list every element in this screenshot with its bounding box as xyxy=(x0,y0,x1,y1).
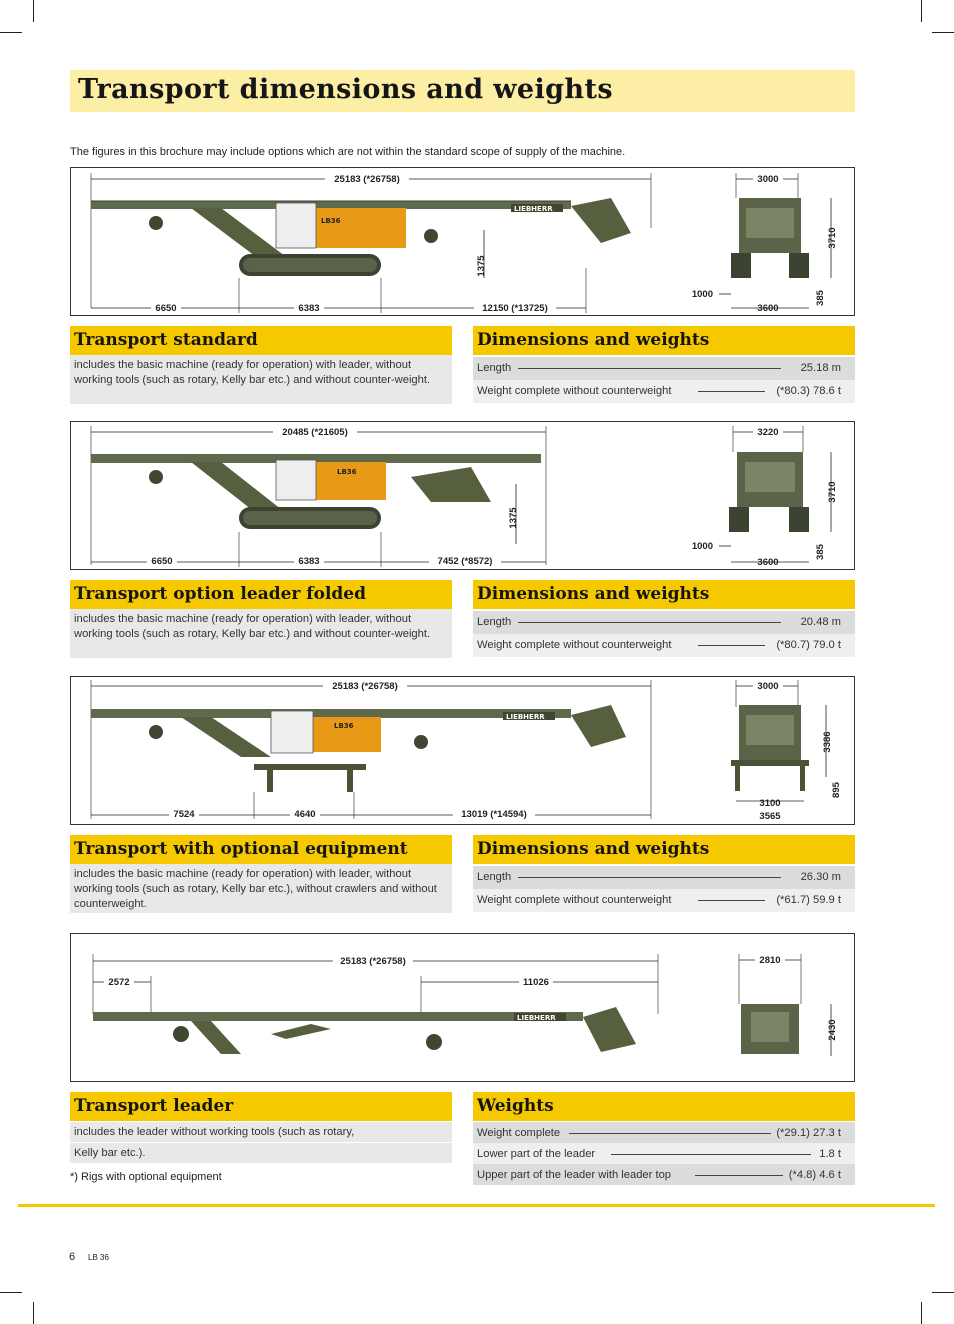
drawing-optional-equipment xyxy=(70,676,855,825)
spec-row-length: Length 26.30 m xyxy=(473,866,855,889)
spec-heading: Dimensions and weights xyxy=(473,580,855,609)
footnote: *) Rigs with optional equipment xyxy=(70,1171,222,1183)
page-number: 6 xyxy=(69,1251,76,1263)
cab-label: LB36 xyxy=(337,468,357,476)
dim-base: 385 xyxy=(815,544,826,560)
dim-height: 3710 xyxy=(827,481,838,503)
model-label: LB 36 xyxy=(88,1253,109,1262)
dim-leader-right: 11026 xyxy=(523,977,549,988)
dim-height: 3386 xyxy=(822,731,833,753)
page-title: Transport dimensions and weights xyxy=(78,74,613,105)
crop-mark xyxy=(0,32,22,33)
spec-heading: Dimensions and weights xyxy=(473,326,855,355)
section-heading-leader-folded: Transport option leader folded xyxy=(70,580,452,609)
spec-heading: Weights xyxy=(473,1092,855,1121)
dim-a: 6650 xyxy=(151,556,173,567)
section-heading-transport-leader: Transport leader xyxy=(70,1092,452,1121)
dim-ground: 1000 xyxy=(691,541,713,552)
crop-mark xyxy=(921,1302,922,1324)
drawing-transport-leader xyxy=(70,933,855,1082)
title-band xyxy=(70,70,855,112)
side-view-illustration xyxy=(71,677,856,826)
cab-label: LB36 xyxy=(334,722,354,730)
crop-mark xyxy=(921,0,922,22)
dim-b: 6383 xyxy=(298,556,320,567)
dim-base: 895 xyxy=(831,782,842,798)
dim-overall-length: 20485 (*21605) xyxy=(282,427,348,438)
spec-row-weight: Weight complete without counterweight (*80.7) 79.0 t xyxy=(473,634,855,657)
section-heading-optional-equipment: Transport with optional equipment xyxy=(70,835,452,864)
section-description-line: includes the leader without working tools (such as rotary, xyxy=(70,1122,452,1142)
spec-row-length: Length 25.18 m xyxy=(473,357,855,380)
dim-c: 12150 (*13725) xyxy=(482,303,548,314)
intro-text: The figures in this brochure may include options which are not within the standard scope of supply of the machine. xyxy=(70,146,626,158)
brand-logo: LIEBHERR xyxy=(514,205,553,213)
dim-clearance: 1375 xyxy=(508,507,519,529)
dim-width: 3220 xyxy=(757,427,779,438)
dim-base: 385 xyxy=(815,290,826,306)
dim-height: 3710 xyxy=(827,227,838,249)
dim-overall-length: 25183 (*26758) xyxy=(340,956,406,967)
drawing-transport-standard xyxy=(70,167,855,316)
spec-row-lower-leader: Lower part of the leader 1.8 t xyxy=(473,1143,855,1164)
spec-row-weight-complete: Weight complete (*29.1) 27.3 t xyxy=(473,1122,855,1143)
spec-row-weight: Weight complete without counterweight (*80.3) 78.6 t xyxy=(473,380,855,403)
side-view-illustration xyxy=(71,168,856,317)
spec-row-weight: Weight complete without counterweight (*61.7) 59.9 t xyxy=(473,889,855,912)
crop-mark xyxy=(932,32,954,33)
dim-width: 3000 xyxy=(757,681,779,692)
cab-label: LB36 xyxy=(321,217,341,225)
dim-width: 2810 xyxy=(759,955,781,966)
dim-ground: 1000 xyxy=(691,289,713,300)
dim-c: 13019 (*14594) xyxy=(461,809,527,820)
crop-mark xyxy=(33,1302,34,1324)
spec-heading: Dimensions and weights xyxy=(473,835,855,864)
dim-track: 3600 xyxy=(757,303,779,314)
dim-track: 3600 xyxy=(757,557,779,568)
dim-overall-length: 25183 (*26758) xyxy=(334,174,400,185)
spec-row-length: Length 20.48 m xyxy=(473,611,855,634)
dim-clearance: 1375 xyxy=(476,255,487,277)
dim-c: 7452 (*8572) xyxy=(437,556,493,567)
section-description: includes the basic machine (ready for operation) with leader, without working tools (such as rotary, Kelly bar etc.) and without counter-weight. xyxy=(70,355,452,404)
brand-logo: LIEBHERR xyxy=(517,1014,556,1022)
dim-a: 6650 xyxy=(155,303,177,314)
crop-mark xyxy=(0,1292,22,1293)
crop-mark xyxy=(33,0,34,22)
dim-a: 7524 xyxy=(173,809,195,820)
dim-b: 4640 xyxy=(294,809,316,820)
section-description: includes the basic machine (ready for operation) with leader, without working tools (such as rotary, Kelly bar etc.) and without counter-weight. xyxy=(70,609,452,658)
dim-width: 3000 xyxy=(757,174,779,185)
dim-height: 2430 xyxy=(827,1019,838,1041)
dim-overall-length: 25183 (*26758) xyxy=(332,681,398,692)
brand-logo: LIEBHERR xyxy=(506,713,545,721)
section-description-line: Kelly bar etc.). xyxy=(70,1143,452,1163)
bottom-rule xyxy=(18,1204,935,1207)
dim-track-outer: 3565 xyxy=(759,811,781,822)
side-view-illustration xyxy=(71,934,856,1083)
dim-leader-left: 2572 xyxy=(108,977,130,988)
drawing-leader-folded xyxy=(70,421,855,570)
dim-b: 6383 xyxy=(298,303,320,314)
dim-track: 3100 xyxy=(759,798,781,809)
crop-mark xyxy=(932,1292,954,1293)
spec-row-upper-leader: Upper part of the leader with leader top (*4.8) 4.6 t xyxy=(473,1164,855,1185)
side-view-illustration xyxy=(71,422,856,571)
section-heading-transport-standard: Transport standard xyxy=(70,326,452,355)
section-description: includes the basic machine (ready for operation) with leader, without working tools (such as rotary, Kelly bar etc.), without crawlers and without counterweight. xyxy=(70,864,452,913)
